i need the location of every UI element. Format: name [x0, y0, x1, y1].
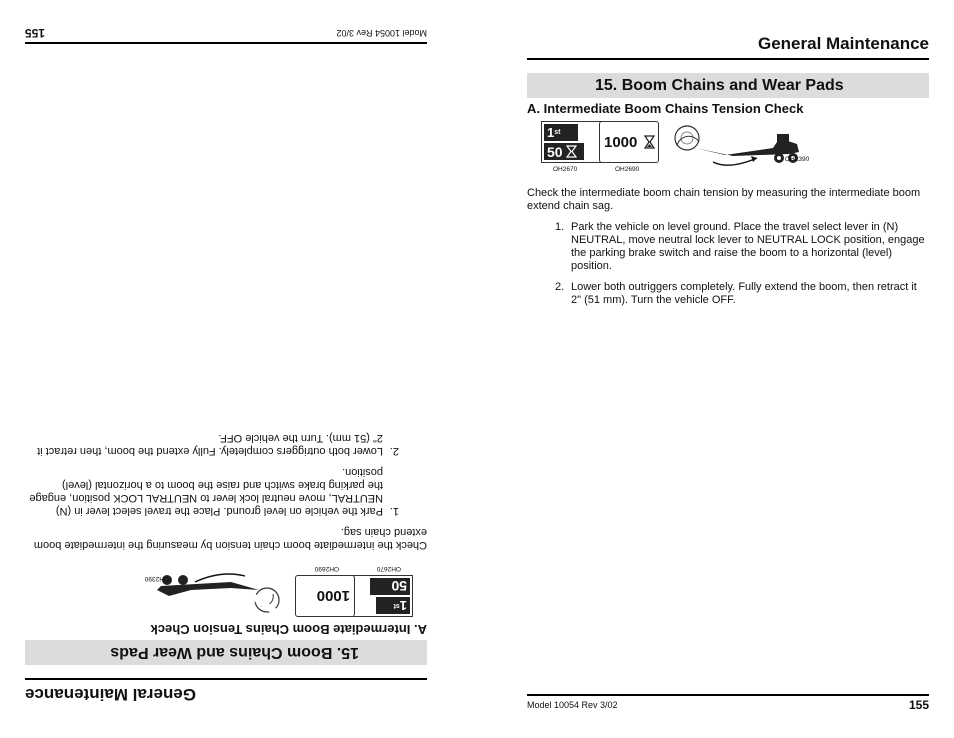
step-number: 1. — [555, 221, 565, 233]
intro-paragraph: Check the intermediate boom chain tension by measuring the intermediate boom extend chain sag. — [527, 187, 921, 212]
caption-oh2670: OH2670 — [553, 166, 578, 173]
left-header-rule — [25, 678, 427, 680]
left-caption-2: OH2690 — [314, 565, 339, 572]
left-footer-model: Model 10054 Rev 3/02 — [336, 28, 427, 38]
header-title: General Maintenance — [757, 34, 929, 53]
hourglass-icon — [566, 145, 577, 158]
thousand-hours-icon: 1000 — [599, 121, 659, 163]
caption-oh2690: OH2690 — [615, 166, 640, 173]
step-number: 2. — [555, 281, 565, 293]
footer-page-number: 155 — [908, 698, 929, 712]
first-tile: 1 st — [544, 124, 578, 141]
left-caption-3: OH2390 — [144, 575, 169, 582]
step-text: Lower both outriggers completely. Fully extend the boom, then retract it 2" (51 mm). Turn the vehicle OFF. — [571, 281, 917, 306]
left-intro-paragraph: Check the intermediate boom chain tension by measuring the intermediate boom extend chain sag. — [33, 526, 427, 551]
hourglass-icon — [644, 135, 655, 149]
header-rule — [527, 58, 929, 60]
left-section-title: 15. Boom Chains and Wear Pads — [25, 640, 427, 665]
subheading: A. Intermediate Boom Chains Tension Check — [527, 101, 804, 116]
footer-rule — [527, 694, 929, 696]
left-boom-vehicle-icon — [151, 562, 281, 620]
right-page-content — [527, 0, 929, 738]
first-fifty-hours-icon — [541, 121, 603, 163]
left-first-fifty-icon: 1 st 50 — [351, 575, 413, 617]
left-caption-1: OH2670 — [376, 565, 401, 572]
left-footer-page-number: 155 — [25, 26, 46, 40]
left-footer-rule — [25, 42, 427, 44]
caption-oh2390: OH2390 — [785, 156, 810, 163]
right-page — [477, 0, 954, 738]
left-header-title: General Maintenance — [25, 685, 197, 704]
left-thousand-icon: 1000 — [295, 575, 355, 617]
fifty-tile: 50 — [544, 143, 584, 160]
left-subheading: A. Intermediate Boom Chains Tension Check — [150, 622, 427, 637]
left-page-content: General Maintenance 15. Boom Chains and Wear Pads A. Intermediate Boom Chains Tension Check 1 st 50 OH2670 1000 OH2690 OH2390 Check the intermediate boom chain tension by measuring the intermediate boom extend chain sag. 1. Park the vehicle on level ground. Place the travel select lever in (N) NEUTRAL, move neutral lock lever to NEUTRAL LOCK position, engage the parking brake switch and raise the boom to a horizontal (level) position. 2. Lower both outriggers completely. Fully extend the boom, then retract it 2" (51 mm). Turn the vehicle OFF. Model 10054 Rev 3/02 155 — [25, 26, 427, 704]
section-title: 15. Boom Chains and Wear Pads — [527, 73, 929, 98]
footer-model-rev: Model 10054 Rev 3/02 — [527, 700, 618, 710]
step-text: Park the vehicle on level ground. Place the travel select lever in (N) NEUTRAL, move neutral lock lever to NEUTRAL LOCK position, engage the parking brake switch and raise the boom to a horizontal (level) position. — [571, 221, 925, 272]
boom-vehicle-chain-icon — [673, 118, 803, 176]
